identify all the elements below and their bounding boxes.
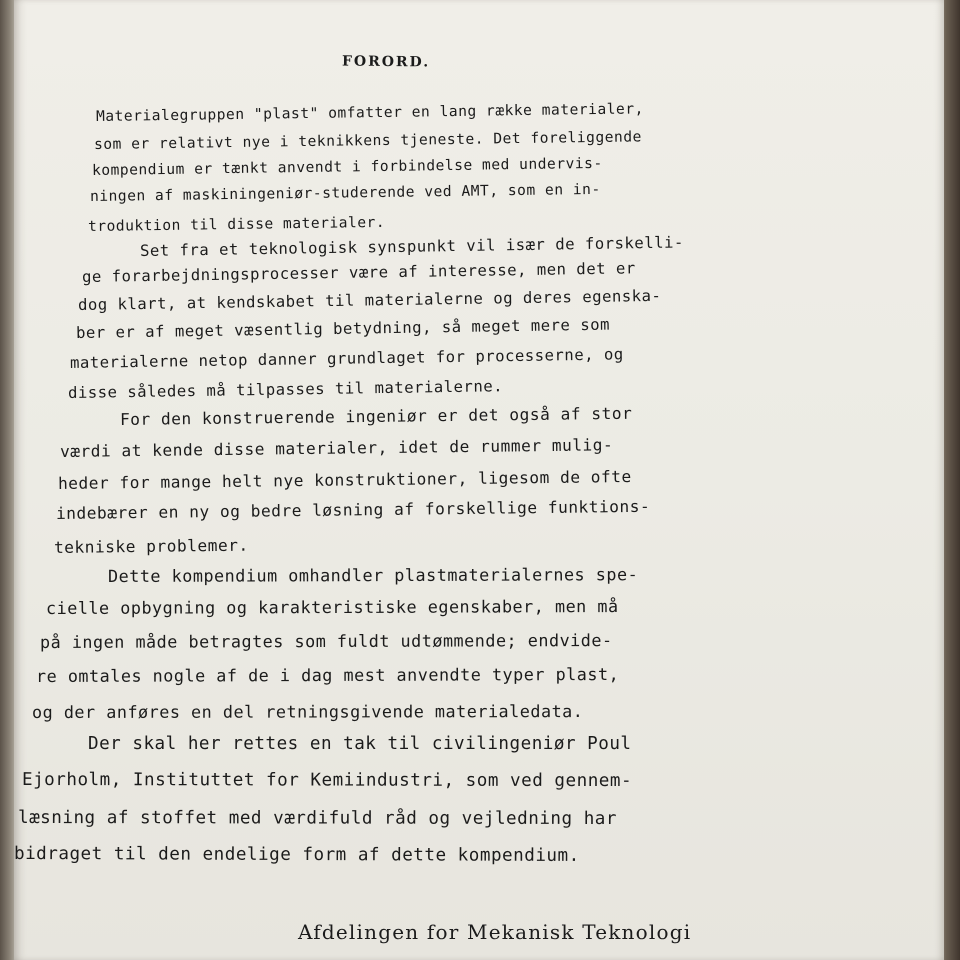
signature-department: Afdelingen for Mekanisk Teknologi [298,920,692,944]
text-line: indebærer en ny og bedre løsning af forskellige funktions- [55,496,651,523]
book-page [14,0,944,960]
text-line: heder for mange helt nye konstruktioner, ligesom de ofte [57,466,632,493]
text-line: cielle opbygning og karakteristiske egenskaber, men må [45,596,619,618]
text-line: For den konstruerende ingeniør er det også af stor [119,403,633,429]
page-title: FORORD. [341,53,431,71]
text-line: ge forarbejdningsprocesser være af interesse, men det er [81,259,636,286]
text-line: bidraget til den endelige form af dette kompendium. [13,844,580,866]
foreword-text [14,0,944,960]
text-line: Materialegruppen "plast" omfatter en lang række materialer, [95,100,644,125]
text-line: tekniske problemer. [53,535,249,557]
text-line: på ingen måde betragtes som fuldt udtømmende; endvide- [39,630,613,652]
text-line: dog klart, at kendskabet til materialerne og deres egenska- [77,286,662,314]
text-line: troduktion til disse materialer. [87,213,386,235]
text-line: læsning af stoffet med værdifuld råd og vejledning har [17,808,618,830]
text-line: Ejorholm, Instituttet for Kemiindustri, som ved gennem- [21,770,633,792]
text-line: materialerne netop danner grundlaget for processerne, og [69,345,624,372]
text-line: ningen af maskiningeniør-studerende ved AMT, som en in- [89,180,601,205]
text-line: disse således må tilpasses til materialerne. [67,377,504,402]
text-line: re omtales nogle af de i dag mest anvendte typer plast, [35,663,620,686]
text-line: og der anføres en del retningsgivende materialedata. [31,701,584,722]
text-line: Der skal her rettes en tak til civilingeniør Poul [88,734,632,754]
text-line: værdi at kende disse materialer, idet de rummer mulig- [59,435,614,461]
text-line: kompendium er tænkt anvendt i forbindelse med undervis- [91,154,603,179]
text-line: Set fra et teknologisk synspunkt vil især de forskelli- [139,233,684,260]
text-line: som er relativt nye i teknikkens tjeneste. Det foreliggende [93,128,642,153]
text-line: Dette kompendium omhandler plastmaterialernes spe- [107,564,639,586]
text-line: ber er af meget væsentlig betydning, så meget mere som [75,315,611,342]
